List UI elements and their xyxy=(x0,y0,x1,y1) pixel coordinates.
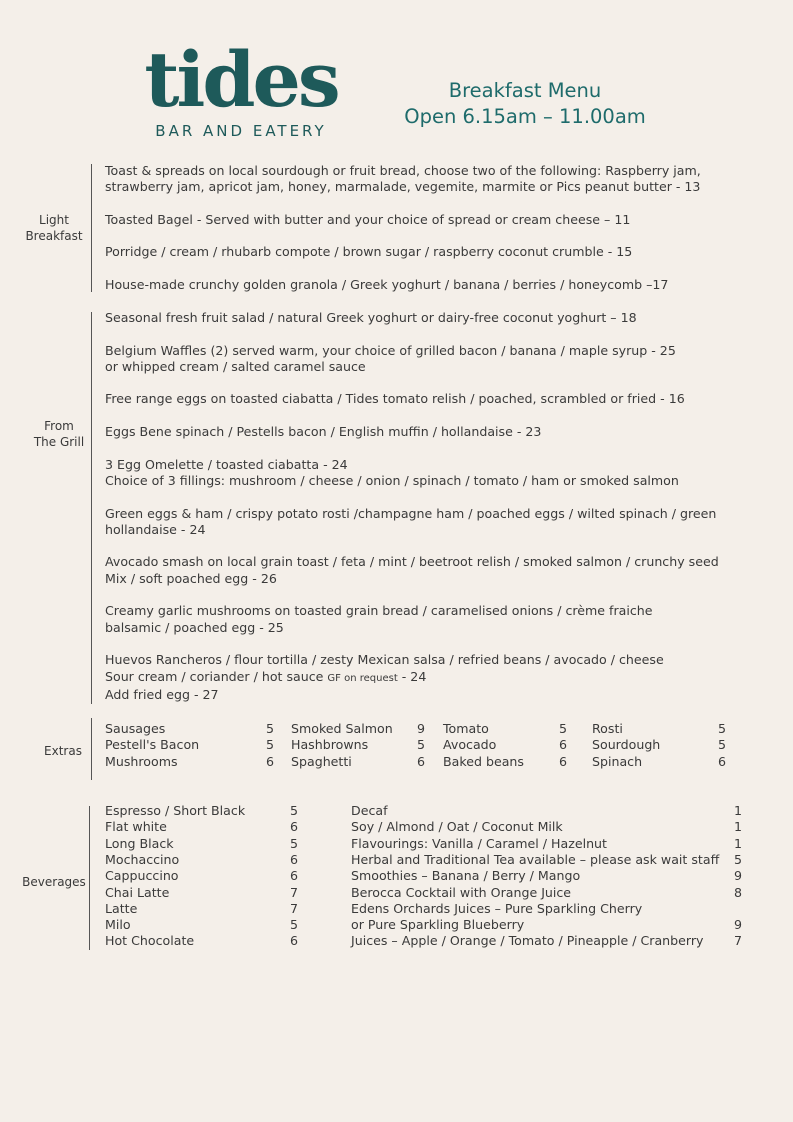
extras-item-price: 6 xyxy=(718,753,727,769)
beverage-price: 9 xyxy=(734,868,743,884)
logo-subtitle: BAR AND EATERY xyxy=(155,122,327,140)
menu-item: Toast & spreads on local sourdough or fruit bread, choose two of the following: Raspberry jam, strawberry jam, apricot jam, honey, marmalade, vegemite, marmite or Pics peanut butter - 13 xyxy=(105,163,701,195)
extras-item-price: 5 xyxy=(559,721,568,736)
section-label-beverages: Beverages xyxy=(22,875,86,889)
logo-wordmark: tides xyxy=(144,35,338,124)
menu-item: Eggs Bene spinach / Pestells bacon / English muffin / hollandaise - 23 xyxy=(105,424,542,440)
light-breakfast-list xyxy=(105,163,785,293)
menu-item-huevos-rancheros: Huevos Rancheros / flour tortilla / zesty Mexican salsa / refried beans / avocado / cheese Sour cream / coriander / hot sauce GF on request - 24 Add fried egg - 27 xyxy=(105,652,664,702)
extras-item-price: 6 xyxy=(417,753,426,769)
grill-list xyxy=(105,310,785,703)
extras-item-price: 6 xyxy=(559,737,568,753)
beverage-price: 6 xyxy=(290,933,299,949)
menu-item: 3 Egg Omelette / toasted ciabatta - 24 Choice of 3 fillings: mushroom / cheese / onion / spinach / tomato / ham or smoked salmon xyxy=(105,456,679,488)
section-divider-light xyxy=(91,164,92,292)
extras-item-price: 6 xyxy=(266,753,275,769)
section-label-light-breakfast: Light Breakfast xyxy=(25,213,83,243)
extras-item-name: Spinach xyxy=(592,753,643,769)
menu-item: Avocado smash on local grain toast / feta / mint / beetroot relish / smoked salmon / crunchy seed Mix / soft poached egg - 26 xyxy=(105,554,719,586)
beverage-name: Flat white xyxy=(105,819,167,835)
beverage-name: Juices – Apple / Orange / Tomato / Pineapple / Cranberry xyxy=(351,933,704,949)
extras-item-name: Mushrooms xyxy=(105,753,178,769)
beverage-name: Berocca Cocktail with Orange Juice xyxy=(351,884,572,900)
extras-item-name: Pestell's Bacon xyxy=(105,737,200,753)
beverage-price: 6 xyxy=(290,868,299,884)
menu-item: Porridge / cream / rhubarb compote / brown sugar / raspberry coconut crumble - 15 xyxy=(105,244,633,260)
extras-item-price: 5 xyxy=(266,737,275,753)
beverage-price: 5 xyxy=(290,835,299,851)
menu-hours: Open 6.15am – 11.00am xyxy=(404,105,646,128)
beverage-name: Cappuccino xyxy=(105,868,179,884)
menu-item: House-made crunchy golden granola / Greek yoghurt / banana / berries / honeycomb –17 xyxy=(105,277,669,293)
beverage-price: 5 xyxy=(290,803,299,818)
logo xyxy=(136,35,346,140)
menu-item: Belgium Waffles (2) served warm, your choice of grilled bacon / banana / maple syrup - 25 or whipped cream / salted caramel sauce xyxy=(105,342,676,374)
beverage-price: 9 xyxy=(734,917,743,933)
extras-item-name: Baked beans xyxy=(443,753,524,769)
extras-item-price: 5 xyxy=(266,721,275,736)
beverage-name: Milo xyxy=(105,917,131,933)
menu-heading xyxy=(380,78,670,130)
section-divider-grill xyxy=(91,312,92,704)
beverage-price: 7 xyxy=(734,933,743,949)
beverage-name: Herbal and Traditional Tea available – please ask wait staff xyxy=(351,851,720,867)
beverage-name: Hot Chocolate xyxy=(105,933,195,949)
beverage-name: Latte xyxy=(105,900,138,916)
beverage-price: 7 xyxy=(290,884,299,900)
section-divider-beverages xyxy=(89,806,90,950)
extras-item-name: Spaghetti xyxy=(291,753,352,769)
extras-item-price: 6 xyxy=(559,753,568,769)
extras-item-price: 9 xyxy=(417,721,426,736)
beverage-name: Long Black xyxy=(105,835,174,851)
beverage-price: 1 xyxy=(734,835,743,851)
section-label-extras: Extras xyxy=(44,744,82,758)
beverage-price: 1 xyxy=(734,819,743,835)
extras-item-name: Rosti xyxy=(592,721,623,736)
extras-item-price: 5 xyxy=(718,737,727,753)
beverage-price: 7 xyxy=(290,900,299,916)
beverage-name: Chai Latte xyxy=(105,884,170,900)
menu-item: Toasted Bagel - Served with butter and your choice of spread or cream cheese – 11 xyxy=(105,211,631,227)
menu-item: Seasonal fresh fruit salad / natural Greek yoghurt or dairy-free coconut yoghurt – 18 xyxy=(105,310,637,325)
beverage-name: Mochaccino xyxy=(105,851,180,867)
extras-item-name: Hashbrowns xyxy=(291,737,369,753)
beverage-name: Decaf xyxy=(351,803,388,818)
section-label-from-the-grill: From The Grill xyxy=(33,419,85,449)
beverage-price: 5 xyxy=(734,851,743,867)
extras-item-price: 5 xyxy=(718,721,727,736)
extras-item-price: 5 xyxy=(417,737,426,753)
menu-item: Free range eggs on toasted ciabatta / Tides tomato relish / poached, scrambled or fried - 16 xyxy=(105,391,685,407)
beverage-price: 8 xyxy=(734,884,743,900)
extras-item-name: Sourdough xyxy=(592,737,661,753)
beverage-name: Edens Orchards Juices – Pure Sparkling Cherry xyxy=(351,900,643,916)
menu-item: Green eggs & ham / crispy potato rosti /champagne ham / poached eggs / wilted spinach / green hollandaise - 24 xyxy=(105,505,717,537)
menu-title: Breakfast Menu xyxy=(448,79,602,102)
beverage-price: 5 xyxy=(290,917,299,933)
beverage-price: 1 xyxy=(734,803,743,818)
beverage-name: Soy / Almond / Oat / Coconut Milk xyxy=(351,819,563,835)
extras-item-name: Avocado xyxy=(443,737,497,753)
beverage-name: or Pure Sparkling Blueberry xyxy=(351,917,525,933)
beverage-name: Smoothies – Banana / Berry / Mango xyxy=(351,868,581,884)
extras-item-name: Tomato xyxy=(443,721,489,736)
gf-note: GF on request xyxy=(327,672,398,684)
menu-item: Creamy garlic mushrooms on toasted grain bread / caramelised onions / crème fraiche balsamic / poached egg - 25 xyxy=(105,603,653,635)
beverage-price: 6 xyxy=(290,851,299,867)
beverage-name: Flavourings: Vanilla / Caramel / Hazelnut xyxy=(351,835,607,851)
beverage-name: Espresso / Short Black xyxy=(105,803,246,818)
extras-item-name: Sausages xyxy=(105,721,166,736)
extras-item-name: Smoked Salmon xyxy=(291,721,393,736)
section-divider-extras xyxy=(91,718,92,780)
beverage-price: 6 xyxy=(290,819,299,835)
